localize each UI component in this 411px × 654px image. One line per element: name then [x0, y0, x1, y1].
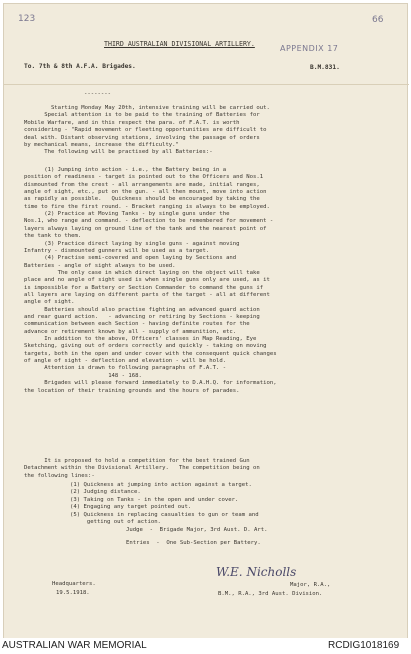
items-line: Infantry - dismounted gunners will be used as a target.: [24, 247, 210, 254]
items-line: (3) Practice direct laying by single guns - against moving: [24, 240, 240, 247]
items-line: place and no angle of sight used is when single guns only are used, as it: [24, 277, 270, 284]
body-line: Special attention is to be paid to the training of Batteries for: [24, 112, 260, 119]
document-title: THIRD AUSTRALIAN DIVISIONAL ARTILLERY.: [104, 40, 255, 48]
items-line: (1) Jumping into action - i.e., the Battery being in a: [24, 167, 227, 173]
body-line: Mobile Warfare, and in this respect the para. of F.A.T. is worth: [24, 119, 240, 126]
compitems-line: (5) Quickness in replacing casualties to gun or team and: [70, 511, 259, 518]
rank-line: Major, R.A.,: [290, 582, 331, 588]
separator: --------: [84, 91, 111, 97]
items-line: (2) Practice at Moving Tanks - by single guns under the: [24, 211, 230, 218]
compitems-line: (3) Taking on Tanks - in the open and under cover.: [70, 496, 239, 503]
items-line: angle of sight, etc., put on the gun. - all then mount, move into action: [24, 189, 267, 196]
comp-line: It is proposed to hold a competition for the best trained Gun: [24, 458, 250, 464]
items-line: Batteries - angle of sight always to be used.: [24, 262, 176, 269]
items-line: dismounted from the crest - all arrangements are made, initial ranges,: [24, 181, 260, 188]
items-line: all layers are laying on different parts of the target - all at different: [24, 291, 270, 298]
items-line: angle of sight.: [24, 299, 75, 306]
items-line: Batteries should also practise fighting an advanced guard action: [24, 306, 260, 313]
page-fold-line: [4, 84, 409, 85]
items-line: of angle of sight - deflection and elevation - will be hold.: [24, 358, 227, 365]
body-line: by mechanical means, increase the difficulty.": [24, 142, 179, 148]
items-line: and rear guard action. - advancing or retiring by Sections - keeping: [24, 314, 260, 320]
items-line: In addition to the above, Officers' classes in Map Reading, Eye: [24, 336, 257, 343]
signature: W.E. Nicholls: [216, 565, 297, 579]
body-line: considering - "Rapid movement or fleeting opportunities are difficult to: [24, 127, 267, 134]
items-line: position of readiness - target is pointed out to the Officers and Nos.1: [24, 174, 264, 181]
compitems-line: (2) Judging distance.: [70, 489, 141, 496]
date-line: 19.5.1918.: [56, 590, 90, 596]
document-page: [3, 3, 408, 639]
items-line: Nos.1, who range and command. - deflection to be remembered for movement -: [24, 218, 274, 225]
items-line: 148 - 168.: [24, 372, 142, 379]
compitems-line: (1) Quickness at jumping into action against a target.: [70, 482, 252, 488]
judge-line: Judge - Brigade Major, 3rd Aust. D. Art.: [126, 527, 268, 533]
items-line: layers always laying on ground line of the tank and the nearest point of: [24, 225, 267, 232]
corner-number-right: 66: [372, 15, 384, 25]
items-line: Brigades will please forward immediately to D.A.H.Q. for information,: [24, 380, 277, 387]
comp-line: Detachment within the Divisional Artillery. The competition being on: [24, 465, 260, 472]
position-line: B.M., R.A., 3rd Aust. Division.: [218, 591, 323, 597]
reference-number: B.M.831.: [310, 64, 340, 71]
entries-line: Entries - One Sub-Section per Battery.: [126, 540, 261, 546]
compitems-line: getting out of action.: [70, 519, 161, 525]
appendix-label: APPENDIX 17: [280, 44, 339, 53]
items-line: the tank to them.: [24, 233, 82, 240]
items-line: (4) Practise semi-covered and open laying by Sections and: [24, 255, 237, 262]
items-line: is impossible for a Battery or Section Commander to command the guns if: [24, 284, 264, 291]
comp-line: the following lines:-: [24, 472, 95, 479]
footer-source: AUSTRALIAN WAR MEMORIAL: [2, 640, 147, 651]
items-line: Attention is drawn to following paragraphs of F.A.T. -: [24, 365, 227, 372]
items-line: The only case in which direct laying on the object will take: [24, 269, 260, 276]
compitems-line: (4) Engaging any target pointed out.: [70, 504, 192, 511]
to-line: To. 7th & 8th A.F.A. Brigades.: [24, 63, 136, 70]
footer-id: RCDIG1018169: [328, 640, 400, 651]
body-line: Starting Monday May 20th, intensive training will be carried out.: [24, 105, 270, 111]
items-line: targets, both in the open and under cover with the consequent quick changes: [24, 350, 277, 357]
items-line: advance or retirement known by all - supply of ammunition, etc.: [24, 328, 237, 335]
items-line: the location of their training grounds and the hours of parades.: [24, 387, 240, 394]
items-line: time to fire the first round. - Bracket ranging is always to be employed.: [24, 203, 270, 210]
body-line: deal with. Distant observing stations, involving the passage of orders: [24, 134, 260, 141]
items-line: Sketching, giving out of orders correctly and quickly - taking on moving: [24, 343, 267, 350]
corner-number-left: 123: [18, 14, 36, 24]
headquarters-line: Headquarters.: [52, 581, 96, 587]
archive-footer: [0, 638, 411, 654]
items-line: as rapidly as possible. Quickness should be encouraged by taking the: [24, 196, 260, 203]
body-line: The following will be practised by all Batteries:-: [24, 149, 213, 156]
items-line: communication between each Section - having definite routes for the: [24, 321, 250, 328]
